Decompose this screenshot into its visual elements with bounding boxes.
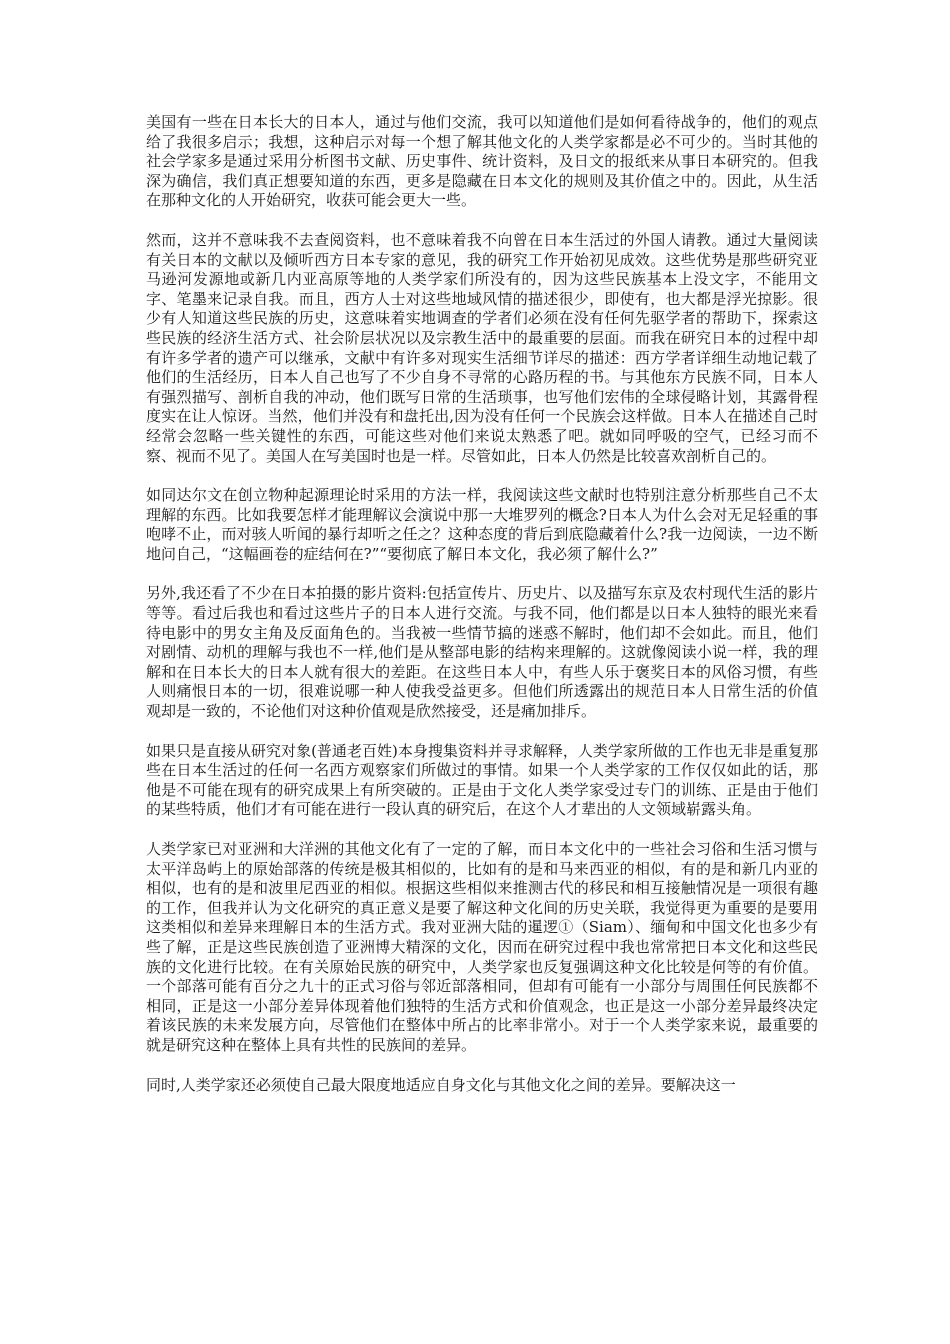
paragraph-7: 同时,人类学家还必须使自己最大限度地适应自身文化与其他文化之间的差异。要解决这一	[146, 1075, 736, 1094]
paragraph-1: 美国有一些在日本长大的日本人，通过与他们交流，我可以知道他们是如何看待战争的，他们的观点给了我很多启示；我想，这种启示对每一个想了解其他文化的人类学家都是必不可少的。当时其他的社会学家多是通过采用分析图书文献、历史事件、统计资料，及日文的报纸来从事日本研究的。但我深为确信，我们真正想要知道的东西，更多是隐藏在日本文化的规则及其价值之中的。因此，从生活在那种文化的人开始研究，收获可能会更大一些。	[146, 113, 818, 210]
paragraph-5: 如果只是直接从研究对象(普通老百姓)本身搜集资料并寻求解释，人类学家所做的工作也无非是重复那些在日本生活过的任何一名西方观察家们所做过的事情。如果一个人类学家的工作仅仅如此的话，那他是不可能在现有的研究成果上有所突破的。正是由于文化人类学家受过专门的训练、正是由于他们的某些特质，他们才有可能在进行一段认真的研究后，在这个人才辈出的人文领域崭露头角。	[146, 741, 818, 819]
paragraph-3: 如同达尔文在创立物种起源理论时采用的方法一样，我阅读这些文献时也特别注意分析那些自己不太理解的东西。比如我要怎样才能理解议会演说中那一大堆罗列的概念?日本人为什么会对无足轻重的事咆哮不止，而对骇人听闻的暴行却听之任之？这种态度的背后到底隐藏着什么?我一边阅读，一边不断地问自己，“这幅画卷的症结何在?”“要彻底了解日本文化，我必须了解什么?”	[146, 486, 818, 563]
paragraph-6: 人类学家已对亚洲和大洋洲的其他文化有了一定的了解，而日本文化中的一些社会习俗和生活习惯与太平洋岛屿上的原始部落的传统是极其相似的，比如有的是和马来西亚的相似，有的是和新几内亚的相似，也有的是和波里尼西亚的相似。根据这些相似来推测古代的移民和相互接触情况是一项很有趣的工作，但我并认为文化研究的真正意义是要了解这种文化间的历史关联，我觉得更为重要的是要用这类相似和差异来理解日本的生活方式。我对亚洲大陆的暹逻①（Siam）、缅甸和中国文化也多少有些了解，正是这些民族创造了亚洲博大精深的文化，因而在研究过程中我也常常把日本文化和这些民族的文化进行比较。在有关原始民族的研究中，人类学家也反复强调这种文化比较是何等的有价值。一个部落可能有百分之九十的正式习俗与邻近部落相同，但却有可能有一小部分与周围任何民族都不相同，正是这一小部分差异体现着他们独特的生活方式和价值观念，也正是这一小部分差异最终决定着该民族的未来发展方向，尽管他们在整体中所占的比率非常小。对于一个人类学家来说，最重要的就是研究这种在整体上具有共性的民族间的差异。	[146, 840, 818, 1054]
paragraph-4: 另外,我还看了不少在日本拍摄的影片资料:包括宣传片、历史片、以及描写东京及农村现代生活的影片等等。看过后我也和看过这些片子的日本人进行交流。与我不同，他们都是以日本人独特的眼光来看待电影中的男女主角及反面角色的。当我被一些情节搞的迷惑不解时，他们却不会如此。而且，他们对剧情、动机的理解与我也不一样,他们是从整部电影的结构来理解的。这就像阅读小说一样，我的理解和在日本长大的日本人就有很大的差距。在这些日本人中，有些人乐于褒奖日本的风俗习惯，有些人则痛恨日本的一切，很难说哪一种人使我受益更多。但他们所透露出的规范日本人日常生活的价值观却是一致的，不论他们对这种价值观是欣然接受，还是痛加排斥。	[146, 584, 818, 721]
paragraph-2: 然而，这并不意味我不去查阅资料，也不意味着我不向曾在日本生活过的外国人请教。通过大量阅读有关日本的文献以及倾听西方日本专家的意见，我的研究工作开始初见成效。这些优势是那些研究亚马逊河发源地或新几内亚高原等地的人类学家们所没有的，因为这些民族基本上没文字，不能用文字、笔墨来记录自我。而且，西方人士对这些地域风情的描述很少，即使有，也大都是浮光掠影。很少有人知道这些民族的历史，这意味着实地调查的学者们必须在没有任何先驱学者的帮助下，探索这些民族的经济生活方式、社会阶层状况以及宗教生活中的最重要的层面。而我在研究日本的过程中却有许多学者的遗产可以继承，文献中有许多对现实生活细节详尽的描述：西方学者详细生动地记载了他们的生活经历，日本人自己也写了不少自身不寻常的心路历程的书。与其他东方民族不同，日本人有强烈描写、剖析自我的冲动，他们既写日常的生活琐事，也写他们宏伟的全球侵略计划，其露骨程度实在让人惊讶。当然，他们并没有和盘托出,因为没有任何一个民族会这样做。日本人在描述自己时经常会忽略一些关键性的东西，可能这些对他们来说太熟悉了吧。就如同呼吸的空气，已经习而不察、视而不见了。美国人在写美国时也是一样。尽管如此，日本人仍然是比较喜欢剖析自己的。	[146, 230, 818, 465]
document-body	[146, 113, 818, 1115]
